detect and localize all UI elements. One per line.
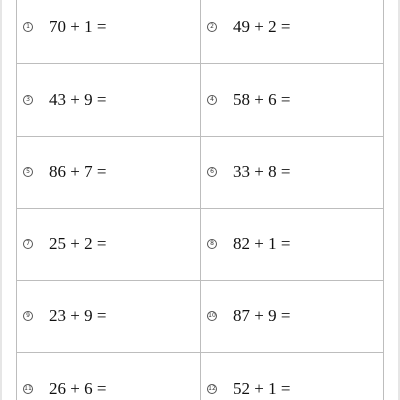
problem-expression: 49 + 2 =: [233, 17, 291, 36]
problem-number: 9: [23, 311, 33, 321]
problem-cell: [201, 0, 384, 63]
problem-cell: [201, 208, 384, 280]
problem-expression: 33 + 8 =: [233, 162, 291, 181]
problem-expression: 43 + 9 =: [49, 90, 107, 109]
problem-expression: 23 + 9 =: [49, 306, 107, 325]
problem-expression: 82 + 1 =: [233, 234, 291, 253]
problem-number: 3: [23, 95, 33, 105]
problem-cell: [17, 64, 200, 136]
problem-cell: [201, 136, 384, 208]
problem-number: 6: [207, 167, 217, 177]
problem-expression: 70 + 1 =: [49, 17, 107, 36]
problem-number: 10: [208, 312, 216, 319]
worksheet-grid: [16, 0, 384, 400]
problem-number: 4: [207, 95, 217, 105]
problem-number: 11: [24, 385, 32, 392]
problem-expression: 26 + 6 =: [49, 379, 107, 398]
problem-cell: [201, 280, 384, 352]
page-edge-left: [0, 0, 2, 400]
problem-expression: 58 + 6 =: [233, 90, 291, 109]
problem-cell: [17, 280, 200, 352]
problem-expression: 86 + 7 =: [49, 162, 107, 181]
problem-expression: 25 + 2 =: [49, 234, 107, 253]
problem-cell: [17, 208, 200, 280]
problem-cell: [17, 353, 200, 400]
problem-cell: [201, 353, 384, 400]
problem-cell: [201, 64, 384, 136]
problem-number: 5: [23, 167, 33, 177]
problem-number: 2: [207, 22, 217, 32]
problem-cell: [17, 0, 200, 63]
problem-number: 7: [23, 239, 33, 249]
problem-expression: 87 + 9 =: [233, 306, 291, 325]
problem-cell: [17, 136, 200, 208]
problem-expression: 52 + 1 =: [233, 379, 291, 398]
problem-number: 12: [208, 385, 216, 392]
problem-number: 1: [23, 22, 33, 32]
problem-number: 8: [207, 239, 217, 249]
